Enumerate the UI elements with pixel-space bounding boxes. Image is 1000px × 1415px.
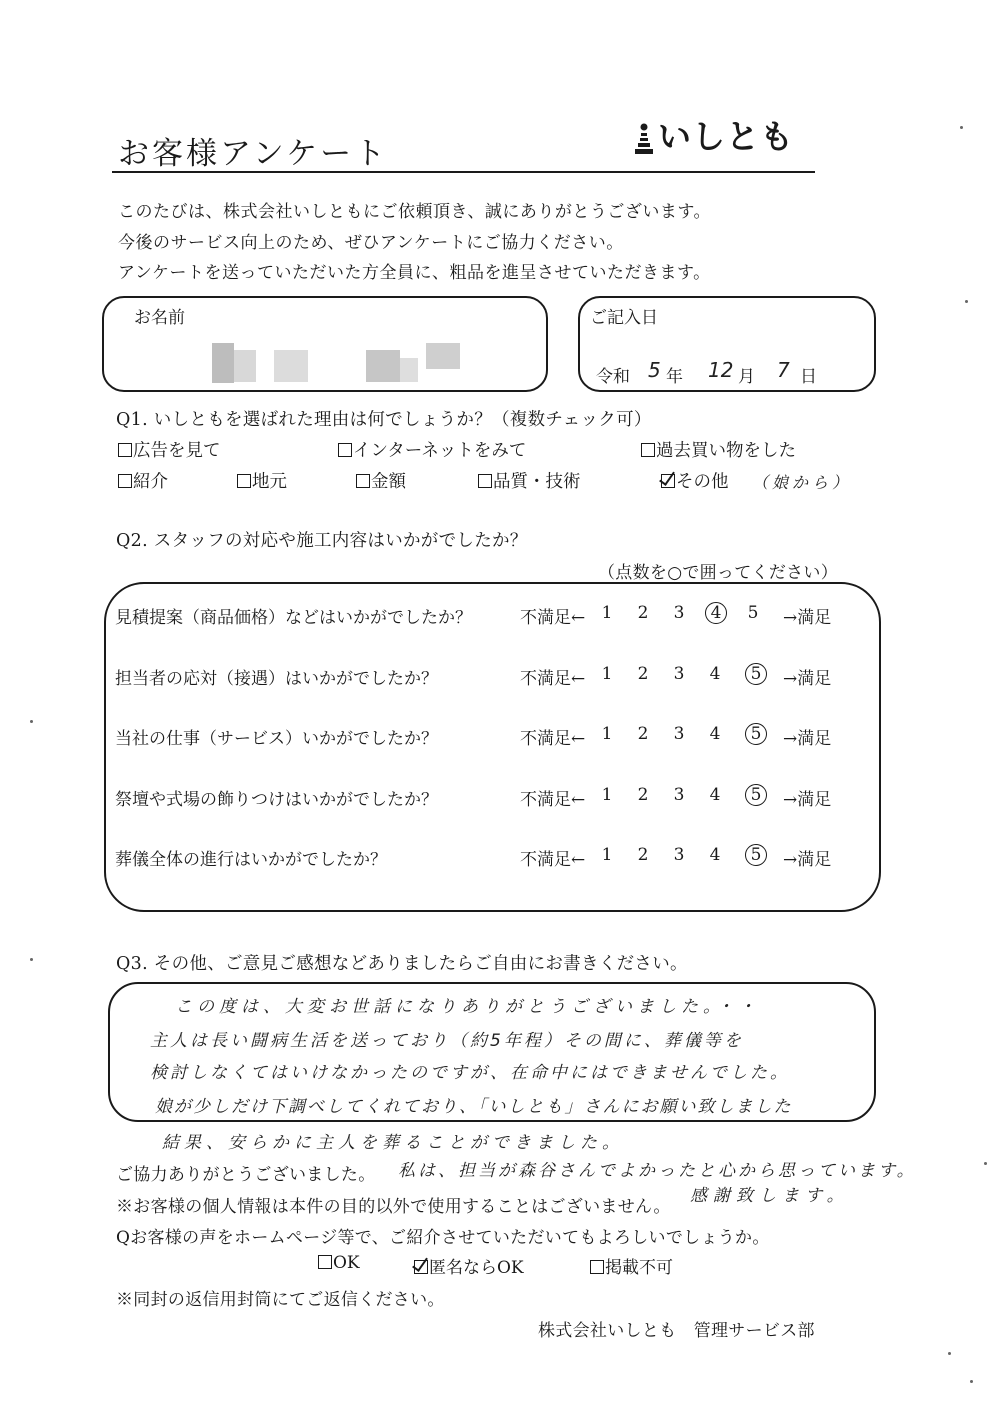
score-4-selected[interactable]: 4 (705, 602, 727, 624)
score-2[interactable]: 2 (637, 603, 649, 623)
comment-line-5: 結果、安らかに主人を葬ることができました。 (162, 1133, 624, 1153)
company-department: 株式会社いしとも 管理サービス部 (538, 1321, 815, 1341)
score-2[interactable]: 2 (637, 664, 649, 684)
checkbox-icon[interactable] (478, 474, 492, 488)
score-3[interactable]: 3 (673, 785, 685, 805)
rating-row-service (115, 724, 875, 754)
scale-high-label: →満足 (783, 729, 832, 749)
q1-option-price[interactable]: 金額 (356, 468, 406, 493)
q2-instruction: （点数を○で囲ってください） (598, 563, 839, 583)
rating-row-decoration (115, 785, 875, 815)
score-3[interactable]: 3 (673, 845, 685, 865)
score-2[interactable]: 2 (637, 785, 649, 805)
publish-question: Qお客様の声をホームページ等で、ご紹介させていただいてもよろしいでしょうか。 (116, 1228, 770, 1248)
score-5-selected[interactable]: 5 (745, 784, 767, 806)
scale-high-label: →満足 (783, 608, 832, 628)
q1-option-referral[interactable]: 紹介 (118, 468, 168, 493)
score-3[interactable]: 3 (673, 664, 685, 684)
score-1[interactable]: 1 (601, 603, 613, 623)
checkbox-icon[interactable] (118, 474, 132, 488)
score-3[interactable]: 3 (673, 724, 685, 744)
comment-line-4: 娘が少しだけ下調べしてくれており、「いしとも」さんにお願い致しました (155, 1097, 793, 1117)
score-5-selected[interactable]: 5 (745, 723, 767, 745)
score-4[interactable]: 4 (709, 845, 721, 865)
rating-row-staff (115, 664, 875, 694)
score-1[interactable]: 1 (601, 664, 613, 684)
q1-option-internet[interactable]: インターネットをみて (338, 437, 526, 462)
checkbox-icon[interactable] (356, 474, 370, 488)
publish-option-ok[interactable]: OK (318, 1253, 360, 1273)
privacy-notice: ※お客様の個人情報は本件の目的以外で使用することはございません。 (116, 1197, 671, 1217)
rating-question: 祭壇や式場の飾りつけはいかがでしたか？ (115, 790, 438, 810)
rating-question: 葬儀全体の進行はいかがでしたか？ (115, 850, 387, 870)
checkbox-icon[interactable] (237, 474, 251, 488)
score-2[interactable]: 2 (637, 845, 649, 865)
date-field[interactable] (578, 296, 876, 392)
score-1[interactable]: 1 (601, 724, 613, 744)
q3-question: Q3. その他、ご意見ご感想などありましたらご自由にお書きください。 (116, 954, 688, 974)
checked-checkbox-icon[interactable] (414, 1260, 428, 1274)
year-unit: 年 (666, 367, 683, 387)
month-value: 12 (708, 358, 734, 382)
comment-line-3: 検討しなくてはいけなかったのですが、在命中にはできませんでした。 (150, 1063, 790, 1083)
name-field[interactable] (102, 296, 548, 392)
q2-question: Q2. スタッフの対応や施工内容はいかがでしたか？ (116, 531, 528, 551)
thanks-text: ご協力ありがとうございました。 (116, 1165, 376, 1185)
scale-low-label: 不満足← (520, 790, 586, 810)
rating-row-progress (115, 845, 875, 875)
scale-low-label: 不満足← (520, 608, 586, 628)
score-5[interactable]: 5 (747, 603, 759, 623)
comment-line-7: 感謝致します。 (690, 1186, 850, 1206)
publish-option-decline[interactable]: 掲載不可 (590, 1253, 673, 1278)
rating-question: 当社の仕事（サービス）いかがでしたか？ (115, 729, 438, 749)
scale-low-label: 不満足← (520, 669, 586, 689)
scale-low-label: 不満足← (520, 850, 586, 870)
checked-checkbox-icon[interactable] (661, 474, 675, 488)
company-logo (633, 118, 794, 156)
scale-high-label: →満足 (783, 850, 832, 870)
q1-question: Q1. いしともを選ばれた理由は何でしょうか？（複数チェック可） (116, 410, 652, 430)
name-label: お名前 (134, 308, 185, 328)
scale-high-label: →満足 (783, 669, 832, 689)
rating-row-estimate (115, 603, 875, 633)
logo-mark-icon (633, 122, 655, 156)
era-label: 令和 (596, 367, 630, 387)
return-note: ※同封の返信用封筒にてご返信ください。 (116, 1290, 445, 1310)
day-value: 7 (777, 358, 790, 382)
q1-other-note: （娘から） (752, 473, 853, 492)
q1-option-ad[interactable]: 広告を見て (118, 437, 221, 462)
intro-line-2: 今後のサービス向上のため、ぜひアンケートにご協力ください。 (118, 233, 624, 253)
score-5-selected[interactable]: 5 (745, 663, 767, 685)
date-label: ご記入日 (590, 308, 658, 328)
rating-question: 見積提案（商品価格）などはいかがでしたか？ (115, 608, 472, 628)
scale-high-label: →満足 (783, 790, 832, 810)
month-unit: 月 (738, 367, 755, 387)
score-1[interactable]: 1 (601, 785, 613, 805)
comment-line-2: 主人は長い闘病生活を送っており（約5年程）その間に、葬儀等を (150, 1031, 744, 1051)
publish-option-anonymous[interactable]: 匿名ならOK (414, 1253, 524, 1278)
scale-low-label: 不満足← (520, 729, 586, 749)
comment-line-6: 私は、担当が森谷さんでよかったと心から思っています。 (398, 1161, 917, 1181)
intro-line-1: このたびは、株式会社いしともにご依頼頂き、誠にありがとうございます。 (118, 202, 711, 222)
checkbox-icon[interactable] (641, 443, 655, 457)
intro-line-3: アンケートを送っていただいた方全員に、粗品を進呈させていただきます。 (118, 263, 711, 283)
title-divider (112, 171, 815, 173)
logo-text: いしとも (658, 117, 794, 156)
checkbox-icon[interactable] (318, 1255, 332, 1269)
score-1[interactable]: 1 (601, 845, 613, 865)
comment-line-1: この度は、大変お世話になりありがとうございました。・・ (175, 997, 761, 1017)
checkbox-icon[interactable] (118, 443, 132, 457)
score-4[interactable]: 4 (709, 724, 721, 744)
q1-option-local[interactable]: 地元 (237, 468, 287, 493)
year-value: 5 (648, 358, 661, 382)
day-unit: 日 (800, 367, 817, 387)
page-title: お客様アンケート (118, 136, 389, 172)
q1-option-quality[interactable]: 品質・技術 (478, 468, 581, 493)
score-5-selected[interactable]: 5 (745, 844, 767, 866)
score-2[interactable]: 2 (637, 724, 649, 744)
rating-question: 担当者の応対（接遇）はいかがでしたか？ (115, 669, 438, 689)
score-4[interactable]: 4 (709, 785, 721, 805)
q1-option-other[interactable]: その他 (661, 468, 729, 493)
score-4[interactable]: 4 (709, 664, 721, 684)
checkbox-icon[interactable] (590, 1260, 604, 1274)
score-3[interactable]: 3 (673, 603, 685, 623)
checkbox-icon[interactable] (338, 443, 352, 457)
q1-option-past-purchase[interactable]: 過去買い物をした (641, 437, 796, 462)
